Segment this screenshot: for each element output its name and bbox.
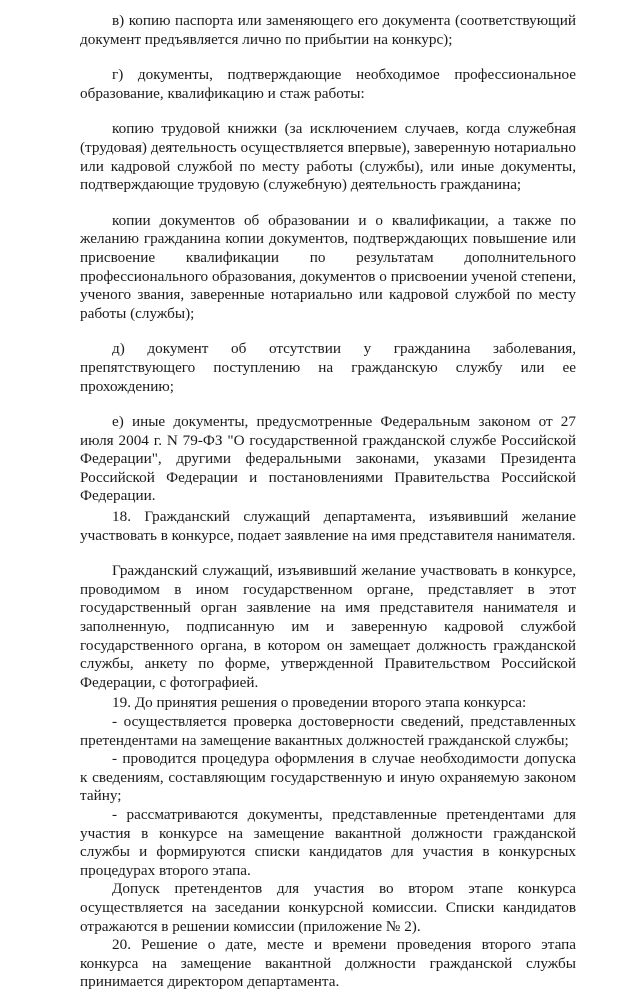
paragraph-item-g: г) документы, подтверждающие необходимое профессиональное образование, квалификацию и стаж работы: bbox=[80, 66, 576, 102]
paragraph-clause-18: 18. Гражданский служащий департамента, изъявивший желание участвовать в конкурсе, подает заявление на имя представителя нанимателя. bbox=[80, 508, 576, 544]
paragraph-work-book: копию трудовой книжки (за исключением случаев, когда служебная (трудовая) деятельность осуществляется впервые), заверенную нотариально или кадровой службой по месту работы (службы), или иные документы, подтверждающие трудовую (служебную) деятельность гражданина; bbox=[80, 120, 576, 194]
paragraph-clause-19: 19. До принятия решения о проведении второго этапа конкурса: bbox=[112, 694, 527, 712]
paragraph-bullet-verification: - осуществляется проверка достоверности сведений, представленных претендентами на замещение вакантных должностей гражданской службы; bbox=[80, 713, 576, 749]
paragraph-item-e: е) иные документы, предусмотренные Федеральным законом от 27 июля 2004 г. N 79-ФЗ "О государственной гражданской службе Российской Федерации", другими федеральными законами, указами Президента Российской Федерации и постановлениями Правительства Российской Федерации. bbox=[80, 413, 576, 505]
paragraph-other-agency: Гражданский служащий, изъявивший желание участвовать в конкурсе, проводимом в ином государственном органе, представляет в этот государственный орган заявление на имя представителя нанимателя и заполненную, подписанную им и заверенную кадровой службой государственного органа, в котором он замещает должность гражданской службы, анкету по форме, утвержденной Правительством Российской Федерации, с фотографией. bbox=[80, 562, 576, 691]
paragraph-item-d: д) документ об отсутствии у гражданина заболевания, препятствующего поступлению на гражданскую службу или ее прохождению; bbox=[80, 340, 576, 395]
paragraph-bullet-review: - рассматриваются документы, представленные претендентами для участия в конкурсе на замещение вакантной должности гражданской службы и формируются списки кандидатов для участия в конкурсных процедурах второго этапа. bbox=[80, 805, 576, 879]
paragraph-item-v: в) копию паспорта или заменяющего его документа (соответствующий документ предъявляется лично по прибытии на конкурс); bbox=[80, 12, 576, 48]
paragraph-education-docs: копии документов об образовании и о квалификации, а также по желанию гражданина копии документов, подтверждающих повышение или присвоение квалификации по результатам дополнительного профессионального образования, документов о присвоении ученой степени, ученого звания, заверенные нотариально или кадровой службой по месту работы (службы); bbox=[80, 211, 576, 322]
paragraph-admission: Допуск претендентов для участия во втором этапе конкурса осуществляется на заседании конкурсной комиссии. Списки кандидатов отражаются в решении комиссии (приложение № 2). bbox=[80, 880, 576, 935]
paragraph-bullet-clearance: - проводится процедура оформления в случае необходимости допуска к сведениям, составляющим государственную и иную охраняемую законом тайну; bbox=[80, 750, 576, 805]
paragraph-clause-20: 20. Решение о дате, месте и времени проведения второго этапа конкурса на замещение вакантной должности гражданской службы принимается директором департамента. bbox=[80, 936, 576, 991]
